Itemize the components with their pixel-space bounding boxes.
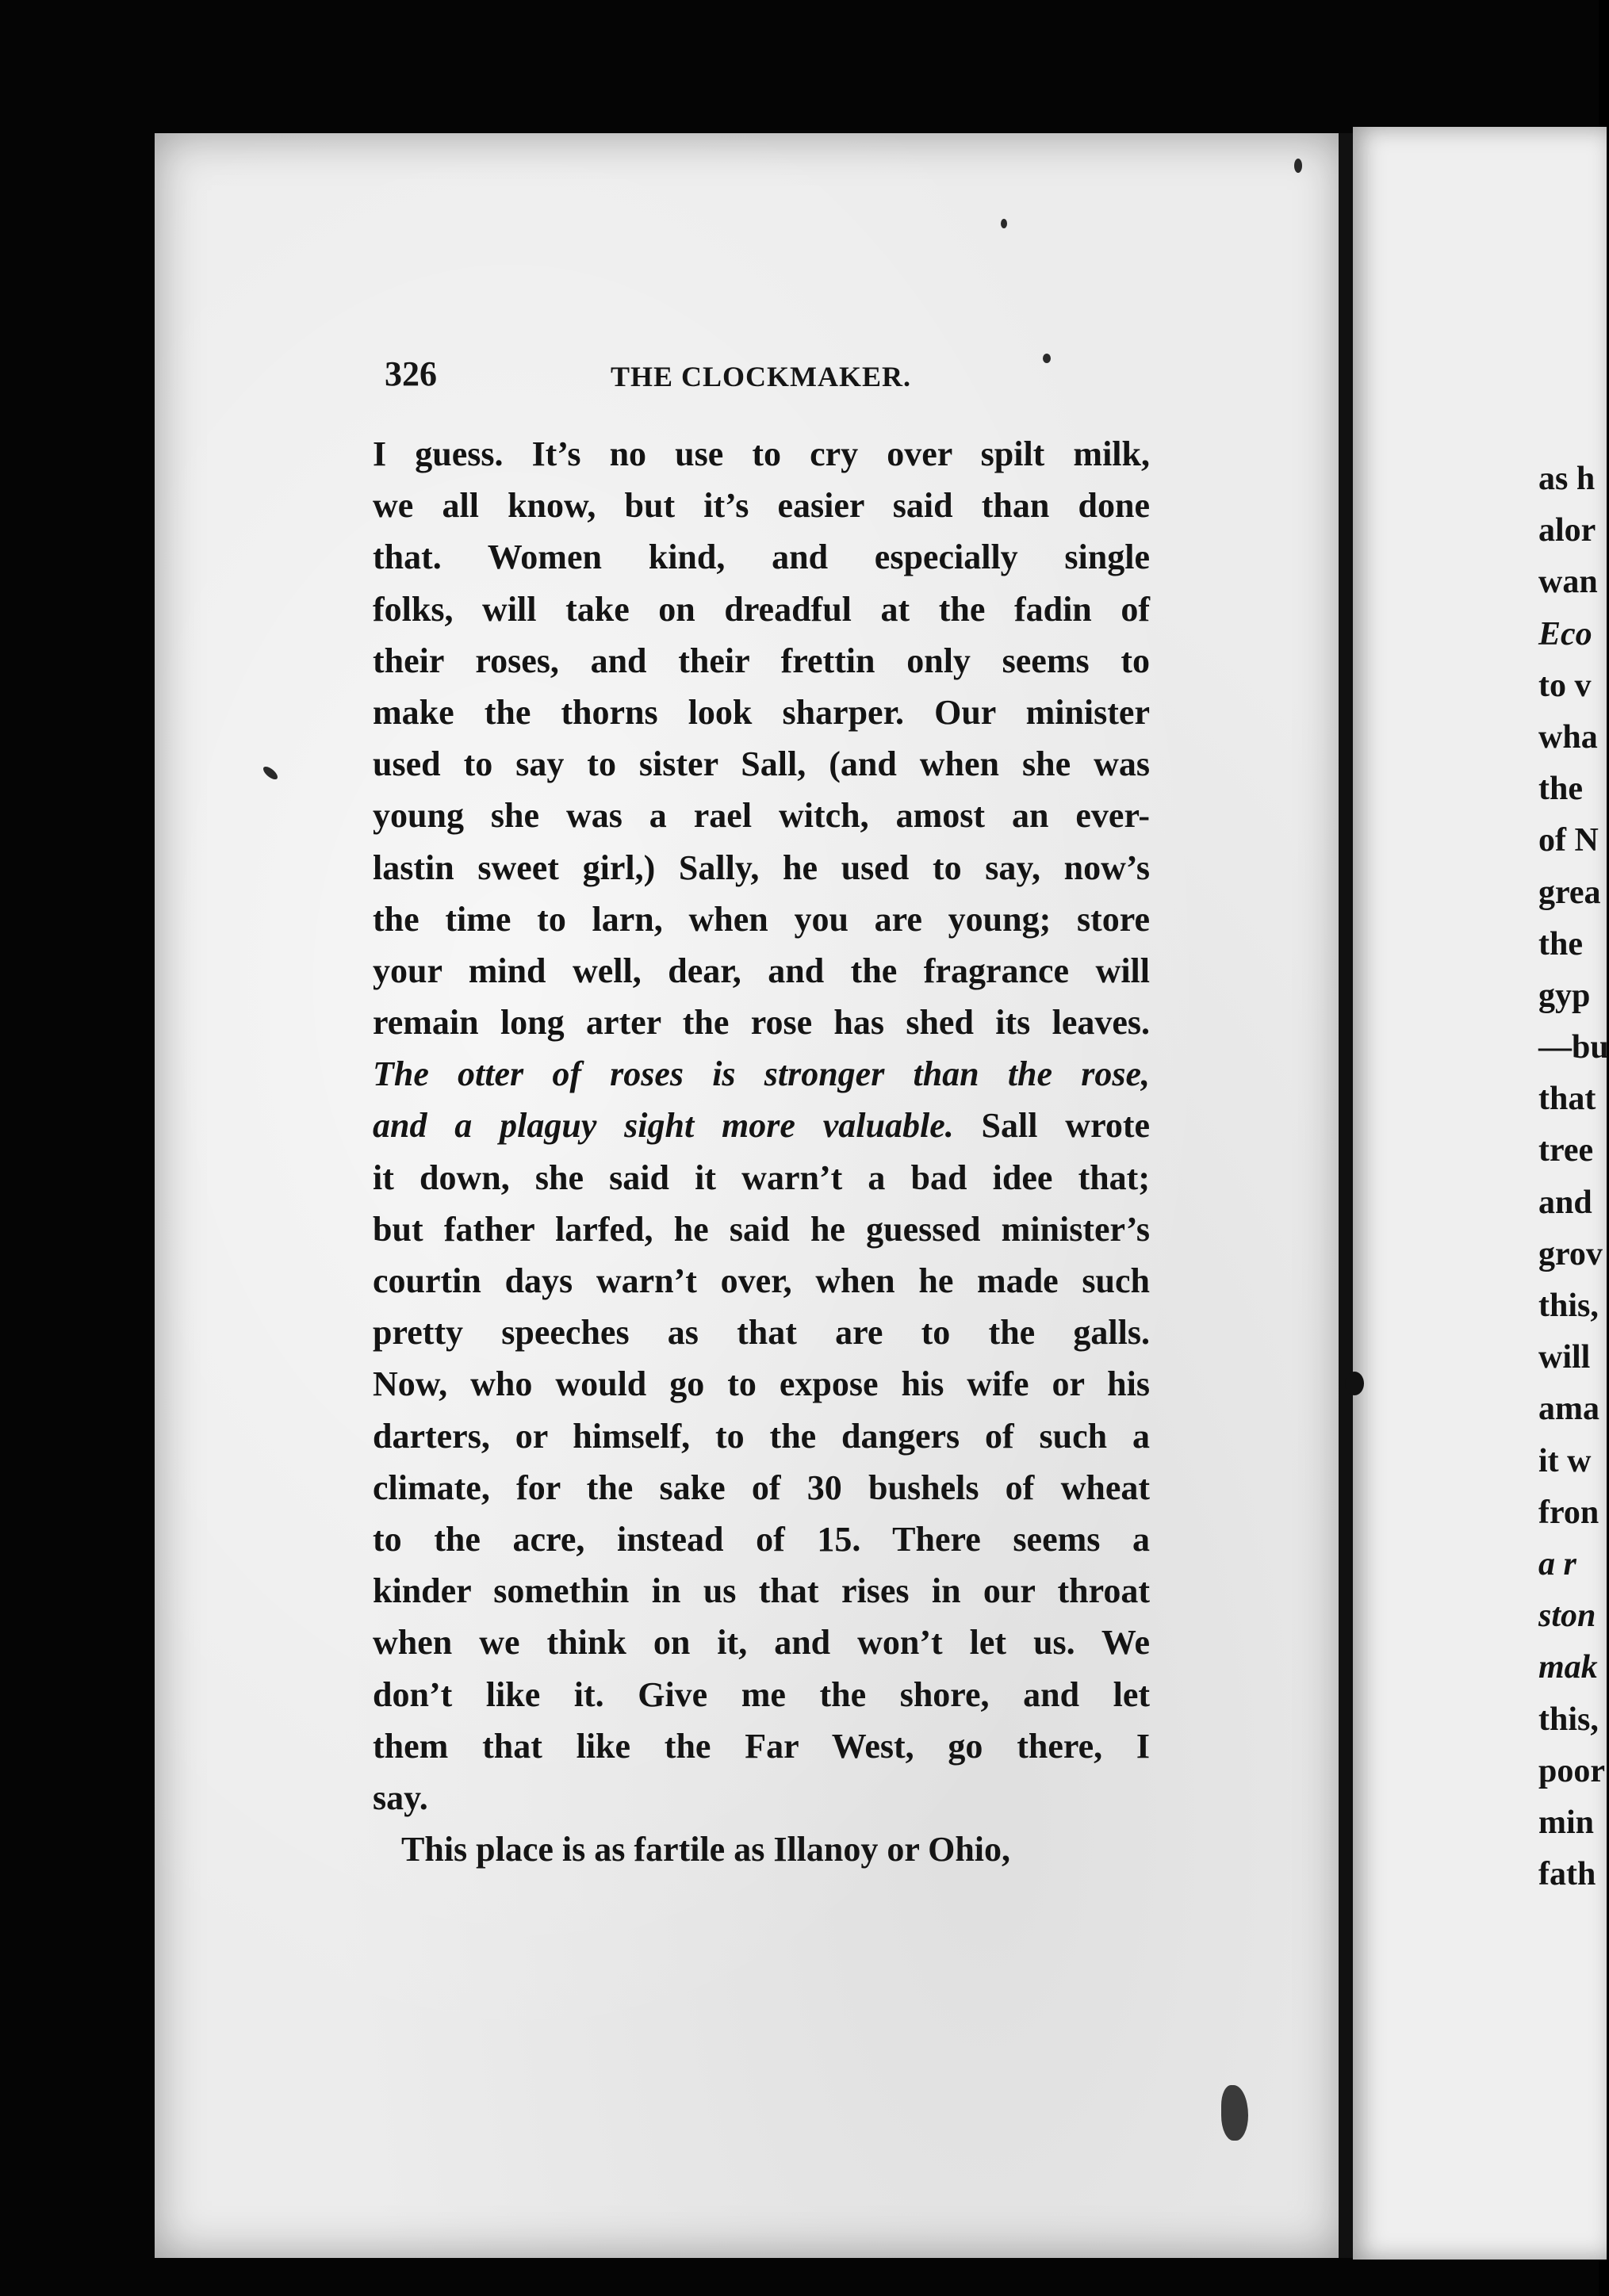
right-page-fragment: of N (1538, 822, 1599, 859)
text-line: climate, for the sake of 30 bushels of wheat (373, 1468, 1150, 1507)
text-line: make the thorns look sharper. Our minister (373, 692, 1150, 732)
right-page-fragment: —bu (1538, 1029, 1609, 1066)
text-line: used to say to sister Sall, (and when she was (373, 744, 1150, 784)
text-line: them that like the Far West, go there, I (373, 1726, 1150, 1766)
text-line: young she was a rael witch, amost an ever- (373, 796, 1150, 836)
right-page-fragment: ston (1538, 1598, 1596, 1635)
right-page-fragment: wan (1538, 564, 1598, 601)
running-title: THE CLOCKMAKER. (611, 361, 912, 392)
text-line: darters, or himself, to the dangers of such a (373, 1416, 1150, 1456)
scan-speck (1001, 219, 1007, 228)
right-page-fragment: wha (1538, 718, 1598, 756)
text-line: that. Women kind, and especially single (373, 538, 1150, 577)
text-line: it down, she said it warn’t a bad idee that; (373, 1158, 1150, 1197)
text-line: say. (373, 1777, 428, 1817)
right-page-fragment: as h (1538, 461, 1596, 497)
text-line: but father larfed, he said he guessed minister’s (373, 1209, 1150, 1249)
right-page-fragment: and (1538, 1184, 1592, 1221)
text-line: This place is as fartile as Illanoy or Ohio, (401, 1830, 1011, 1869)
right-page-fragment: the (1538, 771, 1583, 808)
text-line-mixed: and a plaguy sight more valuable. Sall wrote (373, 1106, 1150, 1146)
right-page-fragment: a r (1538, 1545, 1576, 1582)
right-page-fragment: Eco (1538, 615, 1592, 652)
text-line: the time to larn, when you are young; store (373, 899, 1150, 939)
text-line: courtin days warn’t over, when he made such (373, 1261, 1150, 1300)
text-line: don’t like it. Give me the shore, and let (373, 1674, 1150, 1714)
right-page-fragment: fath (1538, 1856, 1596, 1893)
scan-speck (1043, 354, 1051, 363)
right-page-fragment: tree (1538, 1132, 1594, 1169)
right-page-fragment: that (1538, 1081, 1596, 1118)
body-text (373, 428, 1150, 1875)
right-page-fragment: will (1538, 1339, 1591, 1376)
right-page-fragment: it w (1538, 1442, 1592, 1479)
right-page-fragment: the (1538, 925, 1583, 962)
text-line: remain long arter the rose has shed its leaves. (373, 1003, 1150, 1043)
text-line-italic: The otter of roses is stronger than the rose, (373, 1054, 1150, 1094)
right-page-text (1538, 453, 1609, 1900)
text-line: pretty speeches as that are to the galls. (373, 1313, 1150, 1353)
page-header (385, 354, 1178, 401)
page-number: 326 (385, 354, 437, 393)
text-line: their roses, and their frettin only seems to (373, 641, 1150, 680)
book-gutter (1339, 133, 1353, 2258)
right-page-fragment: mak (1538, 1649, 1598, 1686)
text-line: lastin sweet girl,) Sally, he used to say, now’s (373, 848, 1150, 887)
right-page-fragment: to v (1538, 667, 1592, 704)
right-page-fragment: ama (1538, 1391, 1599, 1428)
right-page-fragment: poor (1538, 1752, 1605, 1789)
right-page-fragment: gyp (1538, 977, 1591, 1014)
scan-speck (1345, 1372, 1364, 1395)
right-page-fragment: grea (1538, 874, 1601, 911)
right-page-fragment: grov (1538, 1235, 1603, 1272)
text-line: I guess. It’s no use to cry over spilt milk, (373, 434, 1150, 473)
text-line: your mind well, dear, and the fragrance will (373, 951, 1150, 990)
right-page-fragment: fron (1538, 1494, 1599, 1531)
right-page-fragment: alor (1538, 512, 1596, 549)
right-page-fragment: this, (1538, 1288, 1599, 1324)
text-line: we all know, but it’s easier said than done (373, 486, 1150, 526)
text-line: to the acre, instead of 15. There seems a (373, 1519, 1150, 1559)
text-line: kinder somethin in us that rises in our throat (373, 1571, 1150, 1611)
scan-speck (1294, 159, 1302, 173)
right-page-fragment: this, (1538, 1701, 1599, 1738)
right-page-fragment: min (1538, 1804, 1595, 1841)
text-line: folks, will take on dreadful at the fadin of (373, 589, 1150, 629)
text-line: when we think on it, and won’t let us. We (373, 1623, 1150, 1663)
text-line: Now, who would go to expose his wife or his (373, 1364, 1150, 1404)
